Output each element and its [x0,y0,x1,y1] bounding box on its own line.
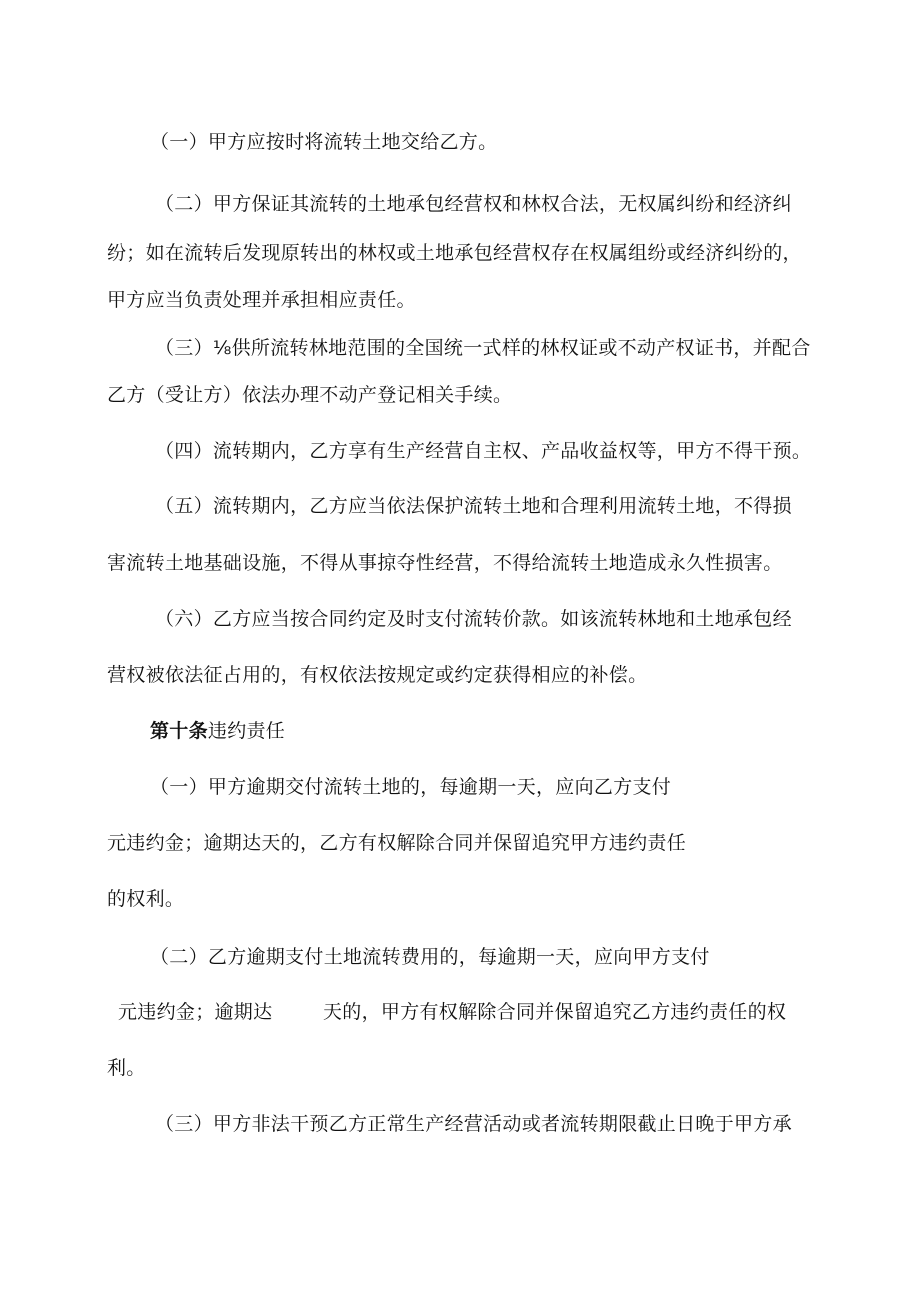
clause-2-2-line-2a: 元违约金；逾期达 [118,1001,273,1023]
clause-1-3-line-2: 乙方（受让方）依法办理不动产登记相关手续。 [107,384,513,406]
clause-1-5-line-1: （五）流转期内，乙方应当依法保护流转土地和合理利用流转土地，不得损 [155,495,792,517]
article-10-heading [150,719,285,743]
clause-1-6-line-2: 营权被依法征占用的，有权依法按规定或约定获得相应的补偿。 [107,664,648,686]
clause-2-1-line-3: 的权利。 [107,888,185,910]
clause-1-1: （一）甲方应按时将流转土地交给乙方。 [150,131,498,153]
clause-1-5-line-2: 害流转土地基础设施，不得从事掠夺性经营，不得给流转土地造成永久性损害。 [107,552,783,574]
clause-1-2-line-2: 纷；如在流转后发现原转出的林权或土地承包经营权存在权属组纷或经济纠纷的， [107,242,802,264]
clause-2-1-line-2: 元违约金；逾期达天的，乙方有权解除合同并保留追究甲方违约责任 [107,832,687,854]
clause-1-6-line-1: （六）乙方应当按合同约定及时支付流转价款。如该流转林地和土地承包经 [155,608,792,630]
clause-2-3-line-1: （三）甲方非法干预乙方正常生产经营活动或者流转期限截止日晚于甲方承 [155,1113,792,1135]
clause-2-2-line-1: （二）乙方逾期支付土地流转费用的，每逾期一天，应向甲方支付 [150,946,710,968]
article-number: 第十条 [150,720,208,742]
clause-1-3-line-1: （三）⅛供所流转林地范围的全国统一式样的林权证或不动产权证书，并配合 [155,337,811,359]
clause-1-2-line-1: （二）甲方保证其流转的土地承包经营权和林权合法，无权属纠纷和经济纠 [155,193,792,215]
clause-2-2-line-3: 利。 [107,1057,146,1079]
clause-2-1-line-1: （一）甲方逾期交付流转土地的，每逾期一天，应向乙方支付 [150,776,672,798]
article-title: 违约责任 [207,720,286,742]
clause-1-2-line-3: 甲方应当负责处理并承担相应责任。 [107,289,416,311]
clause-2-2-line-2b: 天的，甲方有权解除合同并保留追究乙方违约责任的权 [323,1001,787,1023]
clause-1-4: （四）流转期内，乙方享有生产经营自主权、产品收益权等，甲方不得干预。 [155,440,812,462]
